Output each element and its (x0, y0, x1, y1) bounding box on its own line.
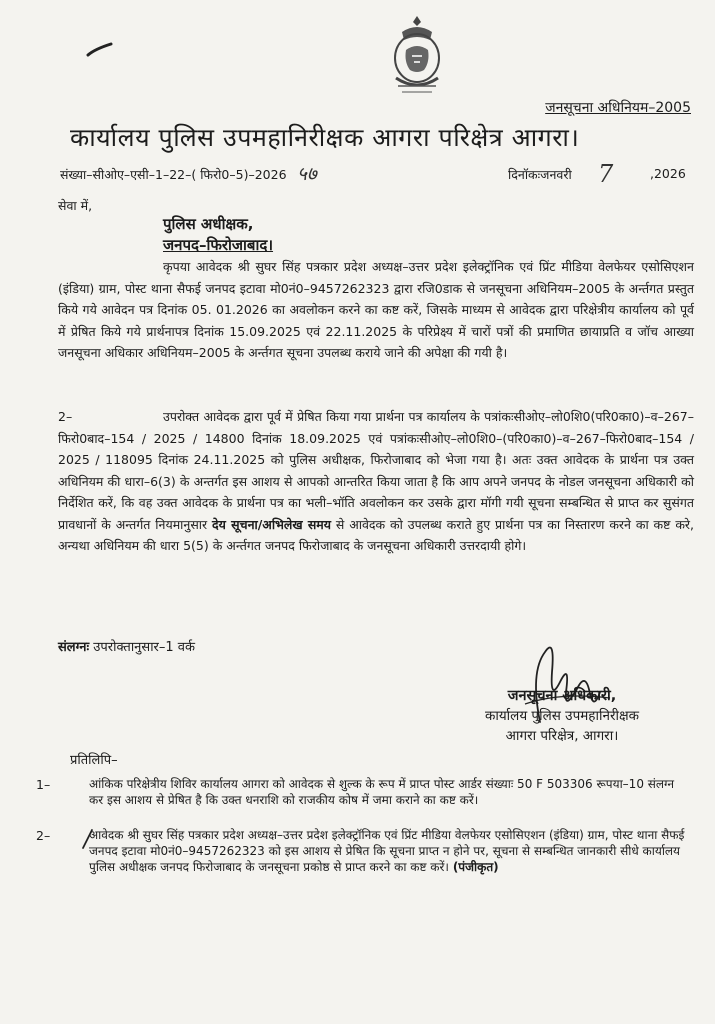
salutation: सेवा में, (58, 198, 93, 213)
copy-2-suffix: (पंजीकृत) (452, 860, 499, 874)
paragraph-1: कृपया आवेदक श्री सुघर सिंह पत्रकार प्रदेश अध्यक्ष–उत्तर प्रदेश इलेक्ट्रॉनिक एवं प्रिंट मीडिया वेलफेयर एसोसिएशन (इंडिया) ग्राम, पोस्ट थाना सैफई जनपद इटावा मो0नं0–9457262323 द्वारा रजि0डाक से जनसूचना अधिनियम–2005 के अर्न्तगत प्रस्तुत किये गये आवेदन पत्र दिनांक 05. 01.2026 का अवलोकन करने का कष्ट करें, जिसके माध्यम से आवेदक द्वारा परिक्षेत्रीय कार्यालय को पूर्व में प्रेषित किये गये प्रार्थनापत्र दिनांक 15.09.2025 एवं 22.11.2025 के परिप्रेक्ष्य में चारों पत्रों की प्रमाणित छायाप्रति व जॉच आख्या जनसूचना अधिकार अधिनियम–2005 के अर्न्तगत सूचना उपलब्ध कराये जाने की अपेक्षा की गयी है। (58, 259, 694, 360)
paragraph-2-part1: उपरोक्त आवेदक द्वारा पूर्व में प्रेषित किया गया प्रार्थना पत्र कार्यालय के पत्रांकःसीओए–लो0शि0(परि0का0)–व–267–फिरो0बाद–154 / 2025 / 14800 दिनांक 18.09.2025 एवं पत्रांकःसीओए–लो0शि0–(परि0का0)–व–267–फिरो0बाद–154 / 2025 / 118095 दिनांक 24.11.2025 को पुलिस अधीक्षक, फिरोजाबाद को भेजा गया है। अतः उक्त आवेदक के प्रार्थना पत्र उक्त अधिनियम की धारा–6(3) के अन्तर्गत इस आशय से आपको आन्तरित किया जाता है कि आप अपने जनपद के नोडल जनसूचना अधिकारी को निर्देशित करें, कि वह उक्त आवेदक के प्रार्थना पत्र का भली–भॉति अवलोकन कर उसके द्वारा मॉगी गयी सूचना सम्बन्धित से प्राप्त कर सुसंगत प्रावधानों के अन्तर्गत नियमानुसार (58, 409, 694, 532)
copy-2-number: 2– (36, 828, 51, 843)
signatory-office: कार्यालय पुलिस उपमहानिरीक्षक (484, 708, 640, 724)
copy-2-text (89, 827, 689, 875)
date-label: दिनॉकःजनवरी (508, 167, 572, 182)
addressee-title: पुलिस अधीक्षक, (163, 215, 254, 233)
signature-block (452, 686, 672, 746)
date-year: ,2026 (650, 166, 686, 181)
addressee-district: जनपद–फिरोजाबाद। (163, 236, 274, 254)
office-title: कार्यालय पुलिस उपमहानिरीक्षक आगरा परिक्षेत्र आगरा। (70, 123, 580, 152)
date-handwritten-day: 7 (598, 160, 614, 188)
reference-handwritten: ५७ (297, 163, 317, 185)
pen-mark-icon (85, 40, 115, 60)
enclosure (58, 637, 195, 655)
signatory-title: जनसूचना अधिकारी, (507, 688, 617, 704)
copy-1-number: 1– (36, 777, 51, 792)
reference-number: संख्या–सीओए–एसी–1–22–( फिरो0–5)–2026 (60, 167, 287, 182)
signatory-location: आगरा परिक्षेत्र, आगरा। (505, 728, 619, 744)
enclosure-text: उपरोक्तानुसार–1 वर्क (93, 640, 195, 655)
copies-heading: प्रतिलिपि– (70, 753, 118, 768)
up-police-emblem-icon (384, 12, 450, 102)
paragraph-2-bold: देय सूचना/अभिलेख समय (212, 516, 331, 532)
copy-1-text: आंकिक परिक्षेत्रीय शिविर कार्यालय आगरा को आवेदक से शुल्क के रूप में प्राप्त पोस्ट आर्डर संख्याः 50 F 503306 रूपया–10 संलग्न कर इस आशय से प्रेषित है कि उक्त धनराशि को राजकीय कोष में जमा कराने का कष्ट करें। (89, 777, 675, 807)
copy-2-body: आवेदक श्री सुघर सिंह पत्रकार प्रदेश अध्यक्ष–उत्तर प्रदेश इलेक्ट्रॉनिक एवं प्रिंट मीडिया वेलफेयर एसोसिएशन (इंडिया) ग्राम, पोस्ट थाना सैफई जनपद इटावा मो0नं0–9457262323 को इस आशय से प्रेषित कि सूचना प्राप्त न होने पर, सूचना से सम्बन्धित जानकारी सीधे कार्यालय पुलिस अधीक्षक जनपद फिरोजाबाद के जनसूचना प्रकोष्ठ से प्राप्त करने का कष्ट करें। (89, 828, 685, 874)
paragraph-2-part2: से आवेदक को उपलब्ध कराते हुए प्रार्थना पत्र का निस्तारण करने का कष्ट करे, अन्यथा अधिनियम की धारा 5(5) के अर्न्तगत जनपद फिरोजाबाद के जनसूचना अधिकारी उत्तरदायी होगे। (58, 516, 695, 553)
paragraph-2 (58, 406, 694, 557)
enclosure-label: संलग्नः (58, 640, 90, 655)
act-title: जनसूचना अधिनियम–2005 (545, 100, 691, 116)
paragraph-2-number: 2– (58, 409, 73, 424)
